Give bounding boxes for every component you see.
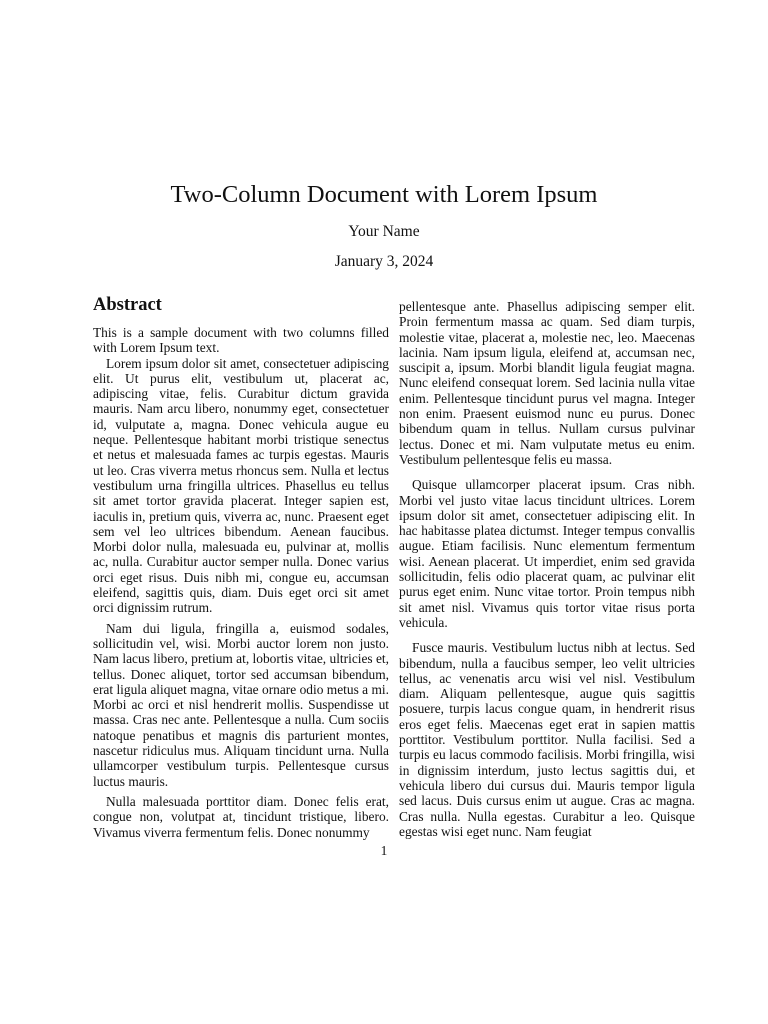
- abstract-heading: Abstract: [93, 295, 162, 315]
- page-number: 1: [380, 843, 388, 858]
- body-paragraph: pellentesque ante. Phasellus adipiscing semper elit. Proin fermentum massa ac quam. Sed diam turpis, molestie vitae, placerat a, molestie nec, leo. Maecenas lacinia. Nam ipsum ligula, eleifend at, accumsan nec, suscipit a, ipsum. Morbi blandit ligula feugiat magna. Nunc eleifend consequat lorem. Sed lacinia nulla vitae enim. Pellentesque tincidunt purus vel magna. Integer non enim. Praesent euismod nunc eu purus. Donec bibendum quam in tellus. Nullam cursus pulvinar lectus. Donec et mi. Nam vulputate metus eu enim. Vestibulum pellentesque felis eu massa.: [399, 299, 695, 467]
- abstract-text: This is a sample document with two columns filled with Lorem Ipsum text.: [93, 325, 389, 356]
- body-paragraph: Nam dui ligula, fringilla a, euismod sodales, sollicitudin vel, wisi. Morbi auctor lorem non justo. Nam lacus libero, pretium at, lobortis vitae, ultricies et, tellus. Donec aliquet, tortor sed accumsan bibendum, erat ligula aliquet magna, vitae ornare odio metus a mi. Morbi ac orci et nisl hendrerit mollis. Suspendisse ut massa. Cras nec ante. Pellentesque a nulla. Cum sociis natoque penatibus et magnis dis parturient montes, nascetur ridiculus mus. Aliquam tincidunt urna. Nulla ullamcorper vestibulum turpis. Pellentesque cursus luctus mauris.: [93, 620, 389, 789]
- body-paragraph: Fusce mauris. Vestibulum luctus nibh at lectus. Sed bibendum, nulla a faucibus semper, leo velit ultricies tellus, ac venenatis arcu wisi vel nisl. Vestibulum diam. Aliquam pellentesque, augue quis sagittis posuere, turpis lacus congue quam, in hendrerit risus eros eget felis. Maecenas eget erat in sapien mattis porttitor. Vestibulum porttitor. Nulla facilisi. Sed a turpis eu lacus commodo facilisis. Morbi fringilla, wisi in dignissim interdum, justo lectus sagittis dui, et vehicula libero dui cursus dui. Mauris tempor ligula sed lacus. Duis cursus enim ut augue. Cras ac magna. Cras nulla. Nulla egestas. Curabitur a leo. Quisque egestas wisi eget nunc. Nam feugiat: [399, 640, 695, 839]
- body-paragraph: Quisque ullamcorper placerat ipsum. Cras nibh. Morbi vel justo vitae lacus tincidunt ultrices. Lorem ipsum dolor sit amet, consectetuer adipiscing elit. In hac habitasse platea dictumst. Integer tempus convallis augue. Etiam facilisis. Nunc elementum fermentum wisi. Aenean placerat. Ut imperdiet, enim sed gravida sollicitudin, felis odio placerat quam, ac pulvinar elit purus eget enim. Nunc vitae tortor. Proin tempus nibh sit amet nisl. Vivamus quis tortor vitae risus porta vehicula.: [399, 477, 695, 630]
- document-author: Your Name: [348, 223, 420, 240]
- body-paragraph: Lorem ipsum dolor sit amet, consectetuer adipiscing elit. Ut purus elit, vestibulum ut, placerat ac, adipiscing vitae, felis. Curabitur dictum gravida mauris. Nam arcu libero, nonummy eget, consectetuer id, vulputate a, magna. Donec vehicula augue eu neque. Pellentesque habitant morbi tristique senectus et netus et malesuada fames ac turpis egestas. Mauris ut leo. Cras viverra metus rhoncus sem. Nulla et lectus vestibulum urna fringilla ultrices. Phasellus eu tellus sit amet tortor gravida placerat. Integer sapien est, iaculis in, pretium quis, viverra ac, nunc. Praesent eget sem vel leo ultrices bibendum. Aenean faucibus. Morbi dolor nulla, malesuada eu, pulvinar at, mollis ac, nulla. Curabitur auctor semper nulla. Donec varius orci eget risus. Duis nibh mi, congue eu, accumsan eleifend, sagittis quis, diam. Duis eget orci sit amet orci dignissim rutrum.: [93, 355, 389, 616]
- right-column: [399, 299, 695, 839]
- left-column: [93, 294, 389, 840]
- document-date: January 3, 2024: [334, 253, 434, 270]
- body-paragraph: Nulla malesuada porttitor diam. Donec felis erat, congue non, volutpat at, tincidunt tristique, libero. Vivamus viverra fermentum felis. Donec nonummy: [93, 793, 389, 840]
- document-title: Two-Column Document with Lorem Ipsum: [170, 181, 598, 208]
